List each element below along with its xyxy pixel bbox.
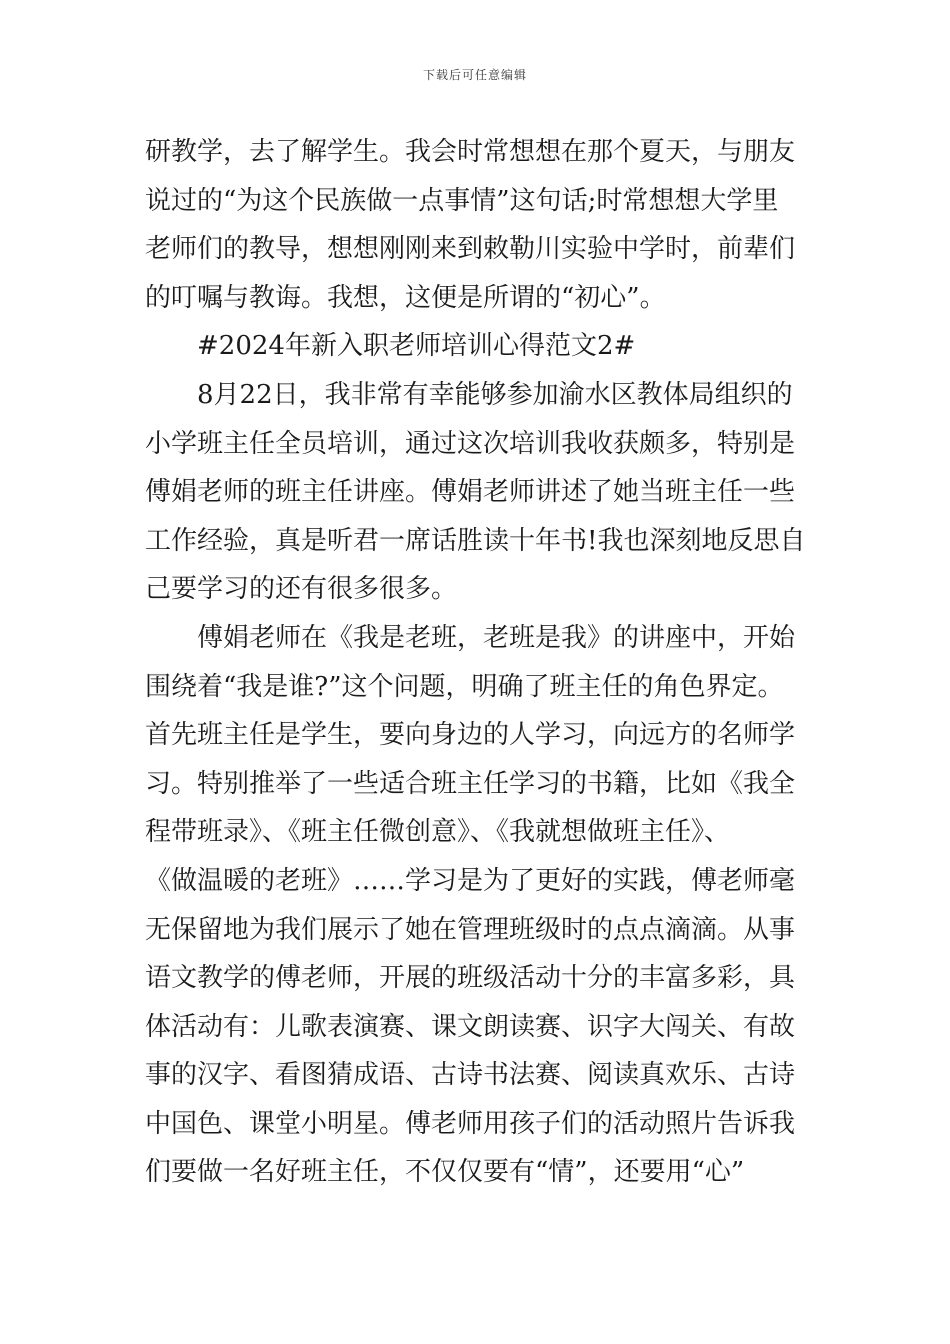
text-line: 程带班录》、《班主任微创意》、《我就想做班主任》、: [145, 817, 731, 848]
text-line: 研教学，去了解学生。我会时常想想在那个夏天，与朋友: [145, 137, 796, 167]
text-line: 傅娟老师的班主任讲座。傅娟老师讲述了她当班主任一些: [145, 477, 796, 508]
text-line: 中国色、课堂小明星。傅老师用孩子们的活动照片告诉我: [145, 1108, 796, 1139]
text-line: 小学班主任全员培训，通过这次培训我收获颇多，特别是: [145, 428, 796, 459]
text-line: 老师们的教导，想想刚刚来到敕勒川实验中学时，前辈们: [145, 234, 796, 265]
text-line: 傅娟老师在《我是老班，老班是我》的讲座中，开始: [145, 622, 796, 653]
text-line: 说过的“为这个民族做一点事情”这句话;时常想想大学里: [145, 185, 779, 216]
text-line: 围绕着“我是谁?”这个问题，明确了班主任的角色界定。: [145, 671, 784, 702]
text-line: 首先班主任是学生，要向身边的人学习，向远方的名师学: [145, 720, 796, 751]
page-header: 下载后可任意编辑: [422, 68, 527, 82]
text-line: 体活动有：儿歌表演赛、课文朗读赛、识字大闯关、有故: [145, 1011, 796, 1042]
document-body: [145, 128, 807, 1197]
text-line: 己要学习的还有很多很多。: [145, 574, 458, 605]
section-heading: #2024年新入职老师培训心得范文2#: [145, 331, 636, 362]
text-line: 8月22日，我非常有幸能够参加渝水区教体局组织的: [145, 379, 793, 410]
text-line: 语文教学的傅老师，开展的班级活动十分的丰富多彩，具: [145, 963, 796, 994]
text-line: 的叮嘱与教诲。我想，这便是所谓的“初心”。: [145, 282, 666, 313]
text-line: 们要做一名好班主任，不仅仅要有“情”，还要用“心”: [145, 1157, 745, 1188]
text-line: 习。特别推举了一些适合班主任学习的书籍，比如《我全: [145, 768, 796, 799]
text-line: 工作经验，真是听君一席话胜读十年书!我也深刻地反思自: [145, 525, 806, 556]
text-line: 无保留地为我们展示了她在管理班级时的点点滴滴。从事: [145, 914, 796, 945]
text-line: 《做温暖的老班》……学习是为了更好的实践，傅老师毫: [145, 865, 796, 896]
text-line: 事的汉字、看图猜成语、古诗书法赛、阅读真欢乐、古诗: [145, 1060, 796, 1091]
